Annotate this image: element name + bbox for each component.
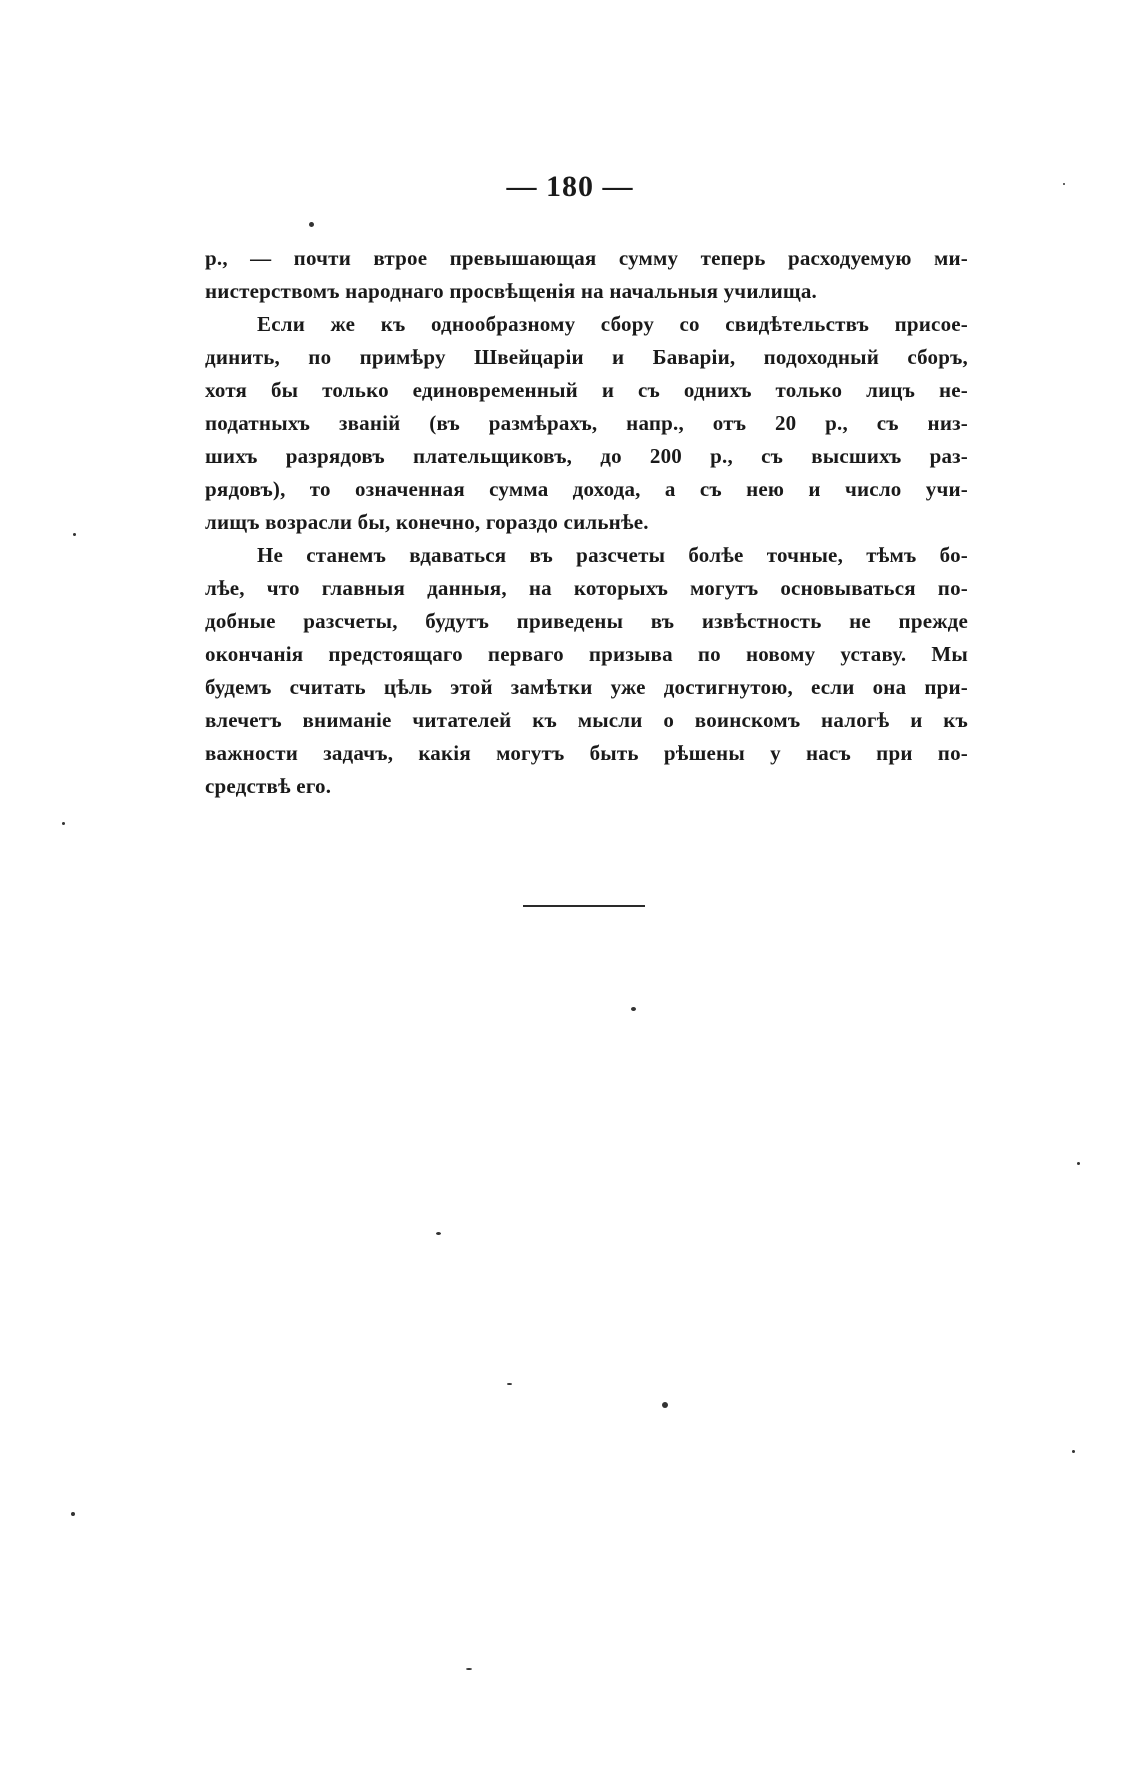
body-text xyxy=(205,242,968,803)
text-line: средствѣ его. xyxy=(205,774,332,798)
text-line: податныхъ званій (въ размѣрахъ, напр., отъ 20 р., съ низ- xyxy=(205,411,968,435)
text-line: шихъ разрядовъ плательщиковъ, до 200 р., съ высшихъ раз- xyxy=(205,444,968,468)
scan-speck xyxy=(1077,1162,1080,1165)
text-line: будемъ считать цѣль этой замѣтки уже достигнутою, если она при- xyxy=(205,675,968,699)
scan-speck xyxy=(466,1668,472,1670)
text-line: хотя бы только единовременный и съ однихъ только лицъ не- xyxy=(205,378,968,402)
scan-speck xyxy=(71,1512,75,1516)
text-line: лищъ возрасли бы, конечно, гораздо сильнѣе. xyxy=(205,510,649,534)
scan-speck xyxy=(73,533,76,536)
text-line: Если же къ однообразному сбору со свидѣтельствъ присое- xyxy=(257,312,968,336)
scan-speck xyxy=(631,1007,636,1011)
text-line: Не станемъ вдаваться въ разсчеты болѣе точные, тѣмъ бо- xyxy=(257,543,968,567)
text-line: влечетъ вниманіе читателей къ мысли о воинскомъ налогѣ и къ xyxy=(205,708,968,732)
section-divider xyxy=(523,905,645,907)
scan-speck xyxy=(309,222,314,227)
scan-speck xyxy=(662,1402,668,1408)
scan-speck xyxy=(436,1232,441,1235)
scan-speck xyxy=(1072,1450,1075,1453)
text-line: нистерствомъ народнаго просвѣщенія на начальныя училища. xyxy=(205,279,817,303)
text-line: добные разсчеты, будутъ приведены въ извѣстность не прежде xyxy=(205,609,968,633)
scan-speck xyxy=(62,822,65,825)
text-line: окончанія предстоящаго перваго призыва по новому уставу. Мы xyxy=(205,642,968,666)
text-line: важности задачъ, какія могутъ быть рѣшены у насъ при по- xyxy=(205,741,968,765)
scan-speck xyxy=(1063,183,1065,185)
scan-speck xyxy=(507,1383,512,1385)
page-number: — 180 — xyxy=(506,170,634,203)
text-line: рядовъ), то означенная сумма дохода, а съ нею и число учи- xyxy=(205,477,968,501)
text-line: лѣе, что главныя данныя, на которыхъ могутъ основываться по- xyxy=(205,576,968,600)
text-line: р., — почти втрое превышающая сумму теперь расходуемую ми- xyxy=(205,246,968,270)
text-line: динить, по примѣру Швейцаріи и Баваріи, подоходный сборъ, xyxy=(205,345,968,369)
